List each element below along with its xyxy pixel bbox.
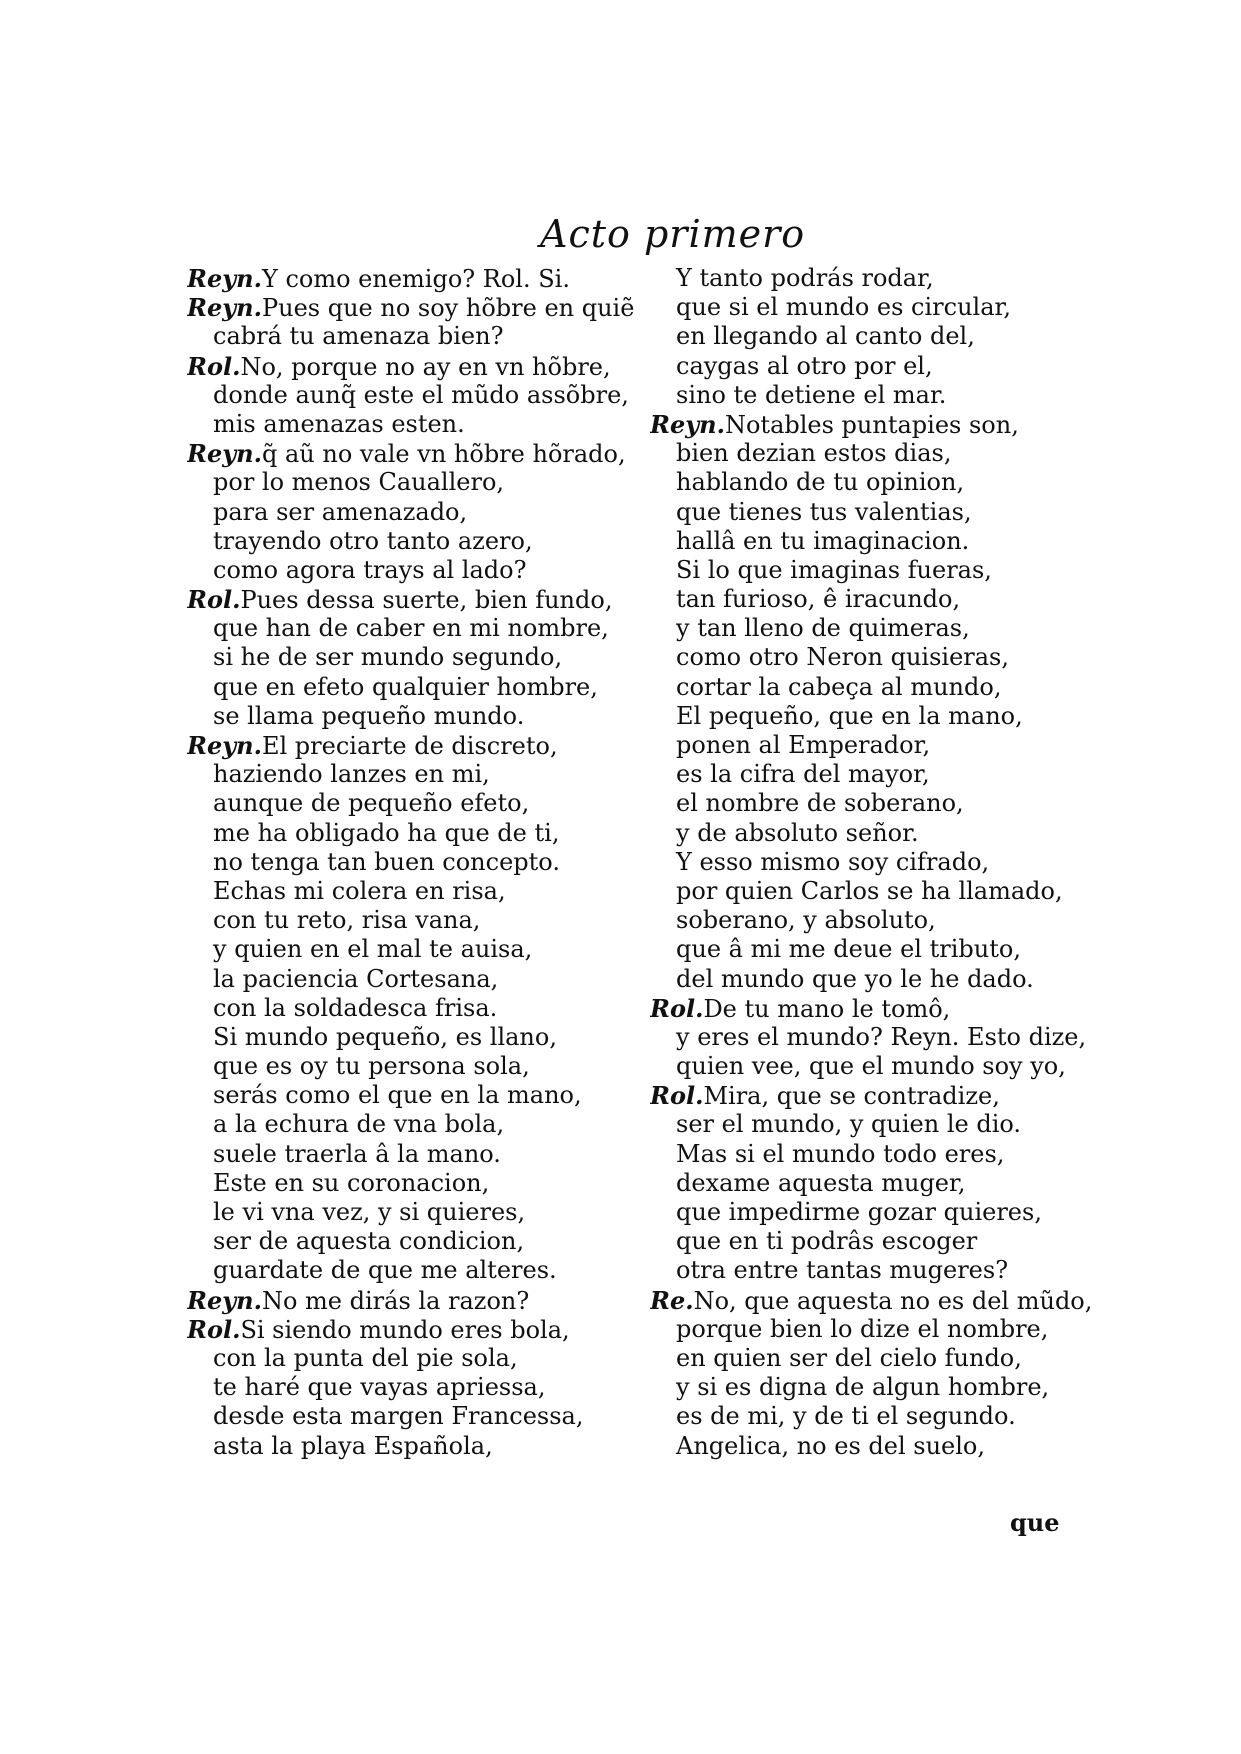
verse-line [187,527,657,556]
verse-line [650,1315,1095,1344]
verse-line [187,293,657,322]
verse-text: no tenga tan buen concepto. [213,847,560,876]
verse-text: a la echura de vna bola, [213,1110,505,1139]
verse-line [187,1023,657,1052]
verse-text: la paciencia Cortesana, [213,964,499,993]
verse-text: No, que aquesta no es del mũdo, [693,1286,1093,1315]
catchword: que [1010,1508,1060,1537]
verse-text: serás como el que en la mano, [213,1081,582,1110]
verse-text: que es oy tu persona sola, [213,1052,530,1081]
verse-line [650,935,1095,964]
verse-text: y tan lleno de quimeras, [676,614,970,643]
verse-text: Y esso mismo soy cifrado, [676,847,990,876]
verse-line [187,731,657,760]
verse-line [187,614,657,643]
verse-line [650,789,1095,818]
verse-text: y eres el mundo? Reyn. Esto dize, [676,1022,1087,1051]
verse-line [187,352,657,381]
verse-text: Mira, que se contradize, [703,1082,1000,1111]
verse-text: que impedirme gozar quieres, [676,1198,1042,1226]
verse-line [187,848,657,877]
verse-text: bien dezian estos dias, [676,439,952,468]
verse-text: El pequeño, que en la mano, [676,701,1023,730]
verse-text: como agora trays al lado? [213,555,527,584]
verse-text: ponen al Emperador, [676,731,931,759]
verse-line [650,848,1095,877]
verse-text: No me dirás la razon? [261,1286,530,1315]
verse-line [650,468,1095,497]
verse-text: que en ti podrâs escoger [676,1227,978,1256]
verse-line [650,1286,1095,1315]
verse-line [650,614,1095,643]
verse-text: Y tanto podrás rodar, [676,264,934,292]
speaker-label: Reyn. [187,1285,262,1315]
verse-line [187,556,657,585]
verse-line [650,673,1095,702]
speaker-label: Rol. [187,1314,241,1344]
verse-line [187,643,657,672]
verse-line [187,1373,657,1402]
verse-line [187,1052,657,1081]
verse-text: guardate de que me alteres. [213,1256,557,1285]
verse-text: dexame aquesta muger, [676,1168,966,1197]
verse-line [187,789,657,818]
verse-text: el nombre de soberano, [676,789,964,818]
verse-line [187,585,657,614]
verse-line [187,673,657,702]
speaker-label: Rol. [187,585,241,615]
speaker-label: Reyn. [187,293,262,323]
verse-text: q̃ aũ no vale vn hõbre hõrado, [261,440,626,469]
verse-text: y de absoluto señor. [676,818,919,847]
verse-line [650,1373,1095,1402]
page-header: Acto primero [540,212,806,256]
verse-text: suele traerla â la mano. [213,1139,501,1168]
verse-line [187,906,657,935]
verse-line [650,381,1095,410]
verse-line [650,643,1095,672]
verse-text: Pues que no soy hõbre en quiẽ [261,294,635,323]
verse-text: Echas mi colera en risa, [213,876,506,905]
verse-text: del mundo que yo le he dado. [676,964,1034,993]
verse-line [187,1402,657,1431]
verse-text: y quien en el mal te auisa, [213,935,533,964]
verse-line [187,935,657,964]
verse-text: con tu reto, risa vana, [213,906,481,935]
verse-text: con la soldadesca frisa. [213,993,498,1022]
speaker-label: Reyn. [650,409,725,439]
verse-text: que han de caber en mi nombre, [213,614,609,643]
verse-text: ser el mundo, y quien le dio. [676,1110,1022,1139]
verse-line [187,322,657,351]
speaker-label: Reyn. [187,439,262,469]
verse-line [187,819,657,848]
verse-line [187,1256,657,1285]
verse-text: y si es digna de algun hombre, [676,1373,1050,1402]
speaker-label: Re. [650,1285,694,1315]
verse-line [650,1140,1095,1169]
verse-line [650,1023,1095,1052]
verse-line [187,1110,657,1139]
verse-line [650,1256,1095,1285]
verse-line [187,1198,657,1227]
verse-text: en llegando al canto del, [676,322,975,351]
verse-text: No, porque no ay en vn hõbre, [240,352,611,381]
verse-line [650,1198,1095,1227]
verse-text: cortar la cabeça al mundo, [676,672,1002,701]
verse-text: como otro Neron quisieras, [676,643,1009,672]
verse-line [187,1227,657,1256]
verse-line [650,264,1095,293]
verse-text: en quien ser del cielo fundo, [676,1343,1022,1372]
verse-line [187,1344,657,1373]
verse-text: desde esta margen Francessa, [213,1402,584,1431]
verse-line [187,702,657,731]
verse-text: hablando de tu opinion, [676,468,965,497]
verse-text: trayendo otro tanto azero, [213,526,533,555]
verse-line [650,877,1095,906]
verse-text: El preciarte de discreto, [261,732,558,760]
verse-line [187,877,657,906]
verse-text: Notables puntapies son, [724,410,1019,439]
verse-line [650,498,1095,527]
verse-text: Si siendo mundo eres bola, [240,1315,570,1344]
verse-text: por lo menos Cauallero, [213,468,505,497]
verse-text: que en efeto qualquier hombre, [213,672,598,701]
verse-line [650,322,1095,351]
verse-line [650,439,1095,468]
verse-text: otra entre tantas mugeres? [676,1256,1009,1285]
verse-text: caygas al otro por el, [676,351,933,380]
verse-text: Este en su coronacion, [213,1168,490,1197]
verse-line [650,1081,1095,1110]
verse-text: ser de aquesta condicion, [213,1227,525,1256]
verse-line [650,1110,1095,1139]
verse-line [650,731,1095,760]
verse-line [650,994,1095,1023]
verse-line [650,702,1095,731]
verse-text: por quien Carlos se ha llamado, [676,876,1063,905]
verse-text: que tienes tus valentias, [676,497,972,526]
verse-line [650,410,1095,439]
verse-text: haziendo lanzes en mi, [213,760,490,789]
verse-line [650,760,1095,789]
verse-line [187,264,657,293]
verse-line [650,352,1095,381]
verse-line [187,498,657,527]
speaker-label: Rol. [650,993,704,1023]
verse-line [187,1140,657,1169]
verse-text: cabrá tu amenaza bien? [213,322,504,351]
verse-line [650,527,1095,556]
verse-text: Angelica, no es del suelo, [676,1431,985,1460]
verse-text: De tu mano le tomô, [703,994,951,1023]
verse-text: aunque de pequeño efeto, [213,789,530,818]
verse-text: con la punta del pie sola, [213,1343,518,1372]
verse-line [650,1432,1095,1461]
verse-line [187,468,657,497]
verse-line [187,965,657,994]
verse-line [650,585,1095,614]
right-column [650,264,1095,1461]
verse-line [650,906,1095,935]
verse-line [650,1052,1095,1081]
verse-line [187,994,657,1023]
verse-line [650,965,1095,994]
verse-line [187,410,657,439]
verse-text: sino te detiene el mar. [676,380,947,409]
verse-text: le vi vna vez, y si quieres, [213,1198,526,1226]
verse-text: Si lo que imaginas fueras, [676,555,992,584]
verse-text: es de mi, y de ti el segundo. [676,1402,1016,1431]
left-column [187,264,657,1461]
speaker-label: Rol. [187,351,241,381]
verse-line [187,381,657,410]
verse-line [650,1227,1095,1256]
verse-text: es la cifra del mayor, [676,760,930,789]
verse-line [187,1432,657,1461]
verse-text: me ha obligado ha que de ti, [213,818,560,847]
verse-line [650,293,1095,322]
speaker-label: Reyn. [187,731,262,760]
verse-text: si he de ser mundo segundo, [213,643,563,672]
verse-text: tan furioso, ê iracundo, [676,585,961,614]
verse-line [187,1315,657,1344]
verse-line [187,1081,657,1110]
speaker-label: Rol. [650,1081,704,1111]
speaker-label: Reyn. [187,264,262,293]
verse-line [650,556,1095,585]
verse-text: hallâ en tu imaginacion. [676,526,970,555]
verse-text: se llama pequeño mundo. [213,701,525,730]
verse-line [187,439,657,468]
verse-line [650,1169,1095,1198]
verse-line [187,760,657,789]
verse-text: quien vee, que el mundo soy yo, [676,1052,1066,1081]
verse-text: mis amenazas esten. [213,409,465,438]
verse-text: donde aunq̃ este el mũdo assõbre, [213,380,629,409]
verse-text: que â mi me deue el tributo, [676,935,1021,964]
verse-text: Pues dessa suerte, bien fundo, [240,586,613,615]
verse-text: soberano, y absoluto, [676,906,936,935]
verse-text: te haré que vayas apriessa, [213,1373,546,1402]
verse-text: Y como enemigo? Rol. Si. [261,265,570,293]
verse-line [187,1169,657,1198]
verse-line [650,1344,1095,1373]
verse-text: porque bien lo dize el nombre, [676,1314,1049,1343]
verse-text: Mas si el mundo todo eres, [676,1139,1005,1168]
verse-text: asta la playa Española, [213,1431,493,1460]
verse-line [650,819,1095,848]
verse-line [650,1402,1095,1431]
verse-line [187,1286,657,1315]
verse-text: para ser amenazado, [213,497,468,526]
verse-text: que si el mundo es circular, [676,293,1011,322]
verse-text: Si mundo pequeño, es llano, [213,1022,557,1051]
